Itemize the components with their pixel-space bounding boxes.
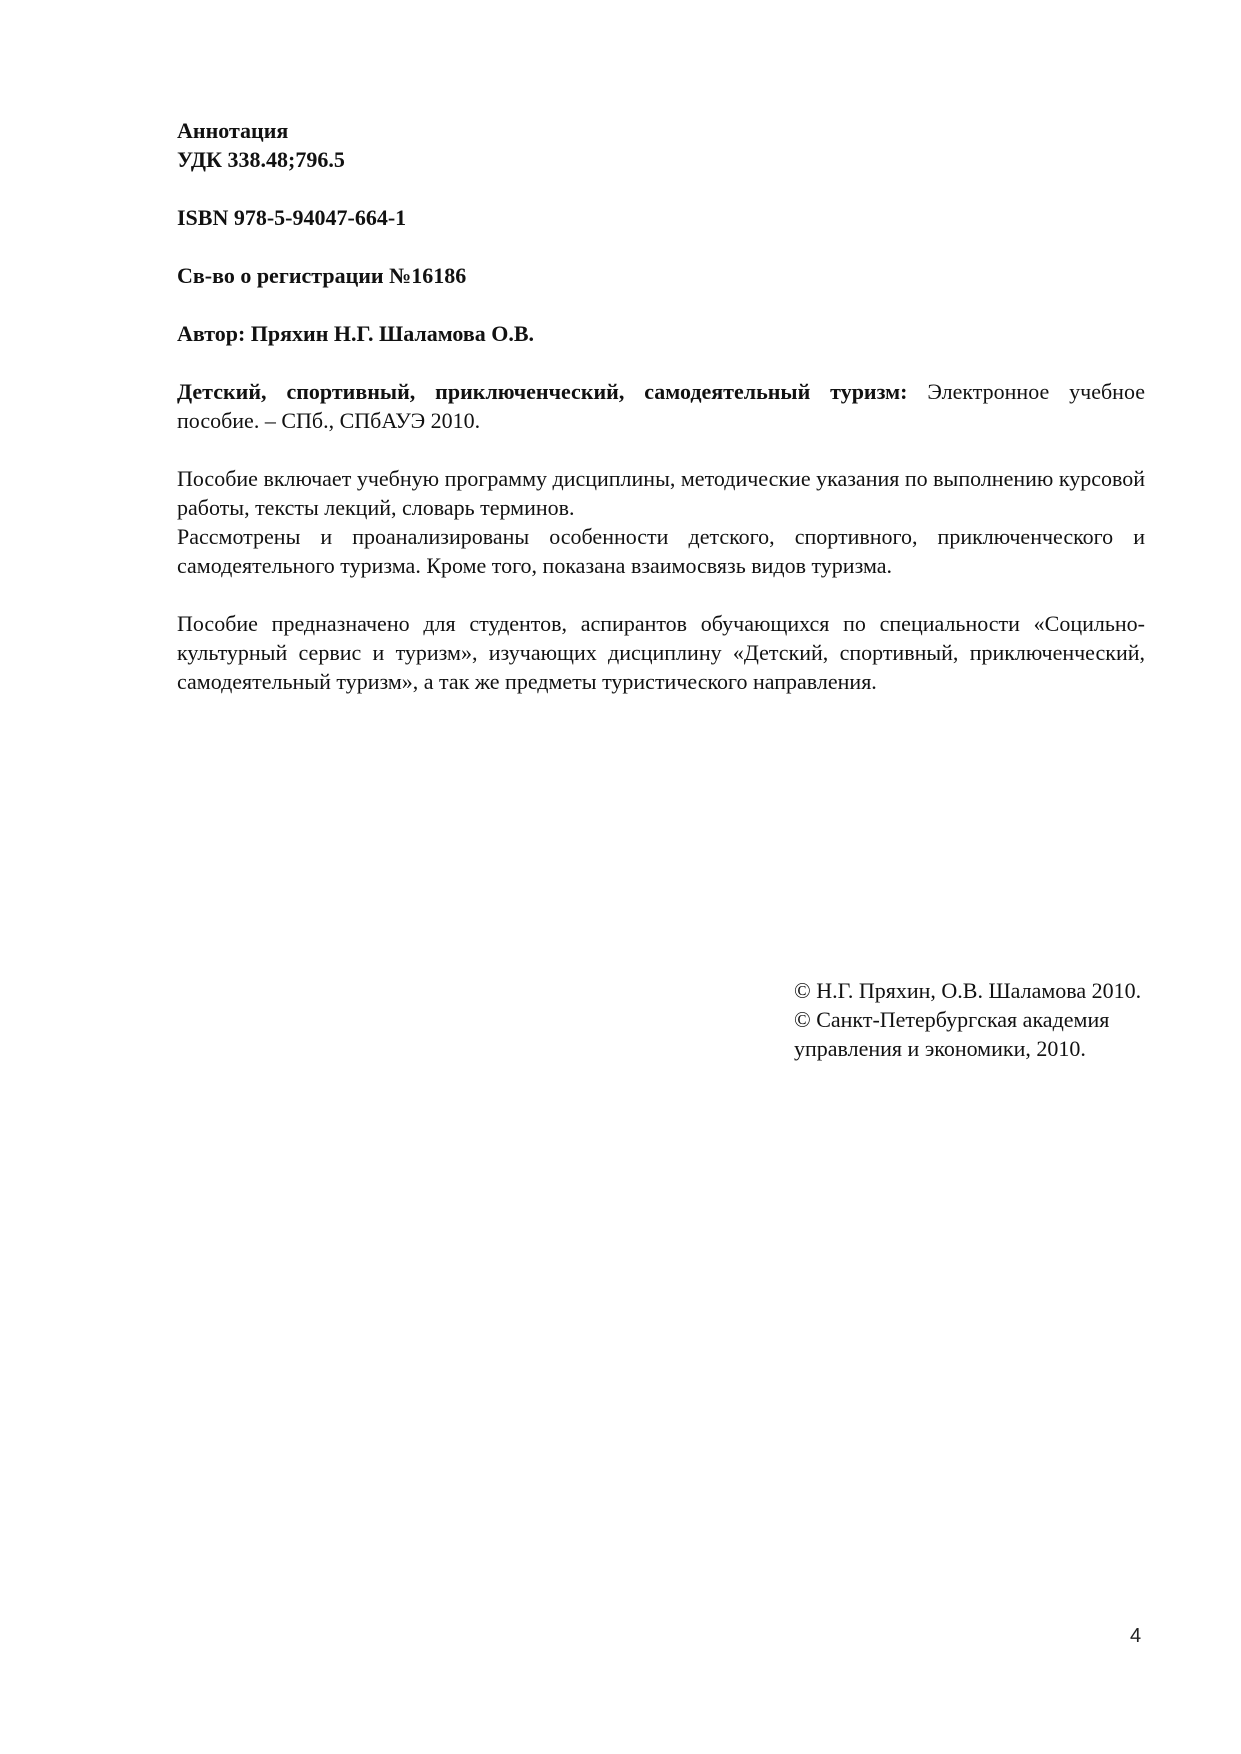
copyright-block (794, 976, 1145, 1063)
authors-line: Автор: Пряхин Н.Г. Шаламова О.В. (177, 321, 535, 346)
copyright-academy: © Санкт-Петербургская академия управления и экономики, 2010. (794, 1007, 1110, 1061)
annotation-heading: Аннотация (177, 118, 289, 143)
description-paragraph-2: Рассмотрены и проанализированы особенности детского, спортивного, приключенческого и самодеятельного туризма. Кроме того, показана взаимосвязь видов туризма. (177, 524, 1145, 578)
book-title: Детский, спортивный, приключенческий, самодеятельный туризм: (177, 379, 908, 404)
registration-number: Св-во о регистрации №16186 (177, 263, 467, 288)
udk-code: УДК 338.48;796.5 (177, 147, 345, 172)
isbn-code: ISBN 978-5-94047-664-1 (177, 205, 407, 230)
book-title-details: Электронное учебное пособие. – СПб., СПбАУЭ 2010. (177, 379, 1145, 433)
page-number: 4 (1130, 1625, 1142, 1647)
copyright-authors: © Н.Г. Пряхин, О.В. Шаламова 2010. (794, 978, 1142, 1003)
book-title-paragraph (177, 377, 1145, 435)
description-paragraph-1: Пособие включает учебную программу дисциплины, методические указания по выполнению курсовой работы, тексты лекций, словарь терминов. (177, 466, 1145, 520)
description-paragraph-3: Пособие предназначено для студентов, аспирантов обучающихся по специальности «Социльно-культурный сервис и туризм», изучающих дисциплину «Детский, спортивный, приключенческий, самодеятельный туризм», а так же предметы туристического направления. (177, 611, 1145, 694)
annotation-content (177, 116, 1145, 696)
